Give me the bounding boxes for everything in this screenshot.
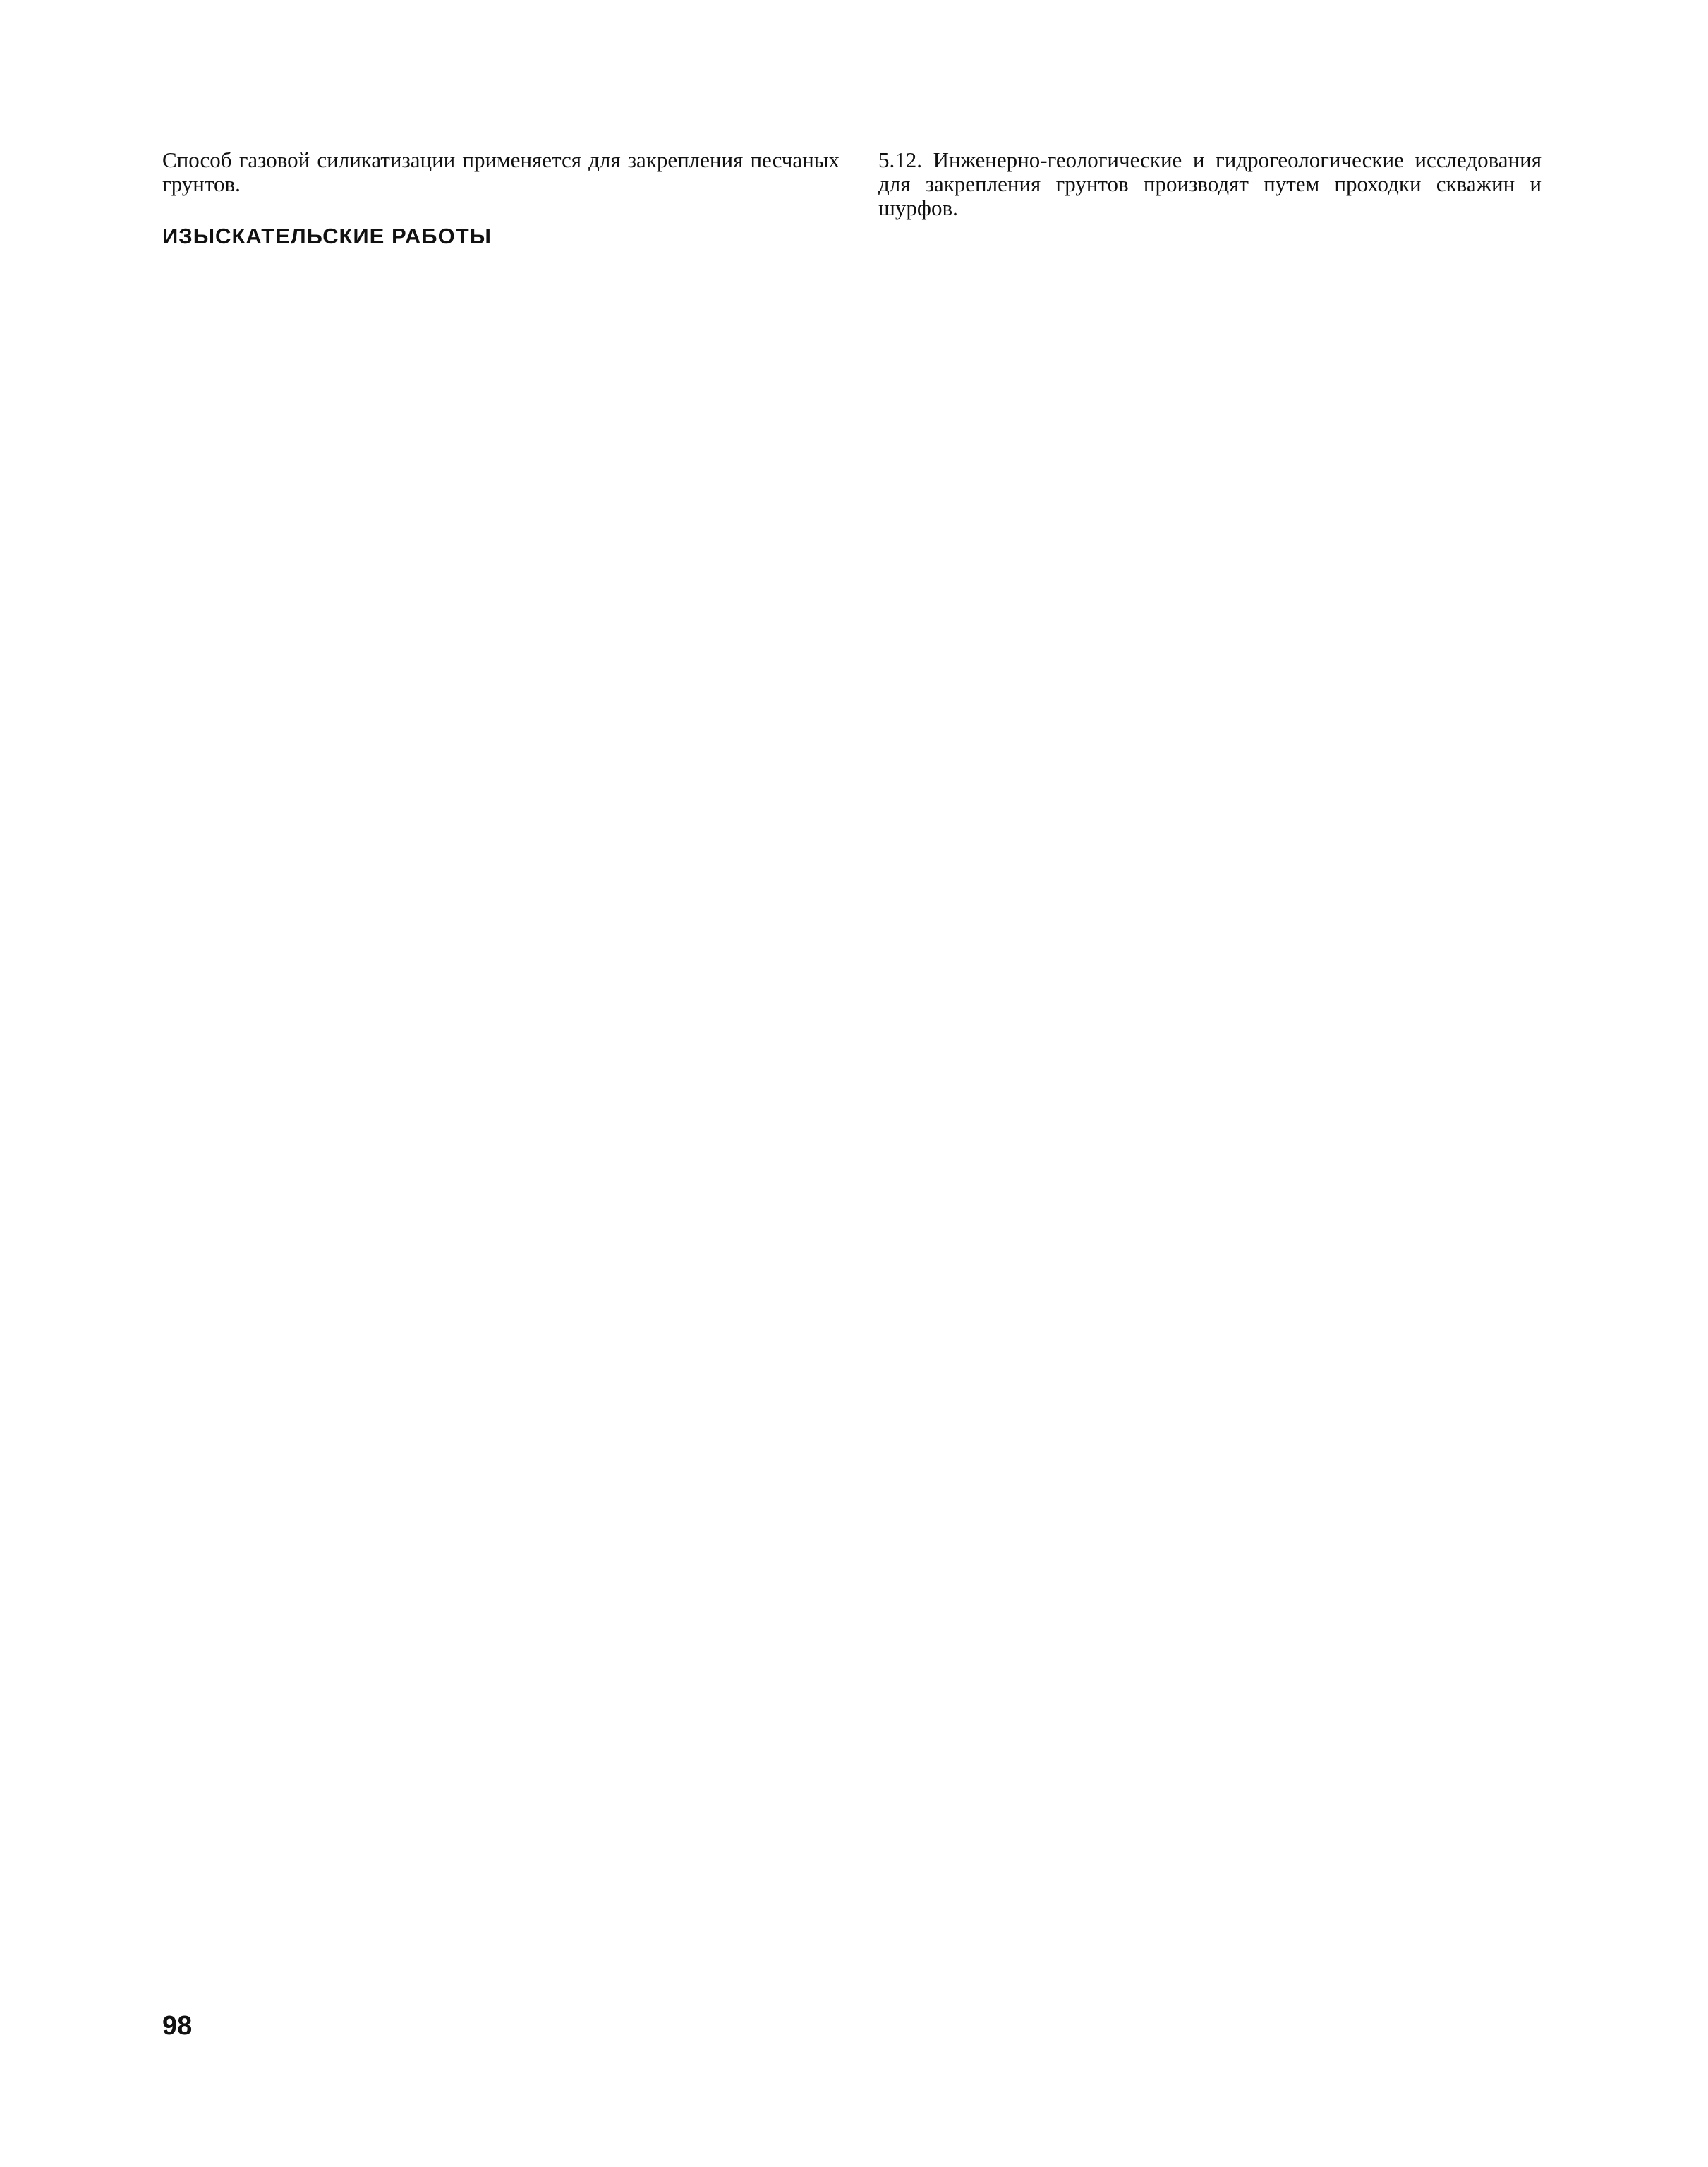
right-column [878, 148, 1542, 220]
right-intro: 5.12. Инженерно-геологические и гидрогеологические исследования для закрепления грунтов производят путем проходки скважин и шурфов. [878, 147, 1542, 220]
page-number: 98 [162, 2011, 193, 2041]
left-column [162, 148, 840, 270]
section-heading: ИЗЫСКАТЕЛЬСКИЕ РАБОТЫ [162, 224, 492, 248]
left-intro: Способ газовой силикатизации применяется для закрепления песчаных грунтов. [162, 147, 840, 196]
